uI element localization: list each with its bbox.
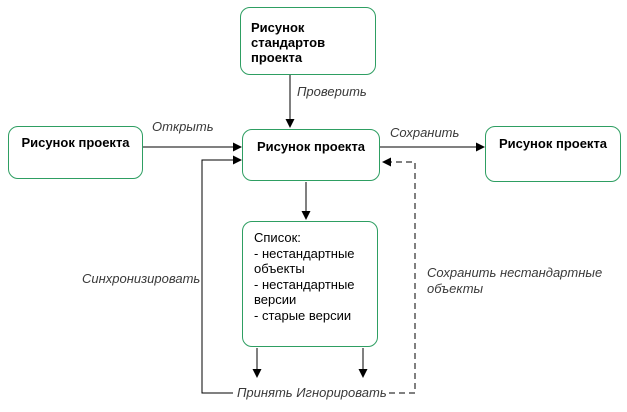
node-text-line: стандартов: [251, 35, 326, 50]
arrow-save: [380, 143, 485, 152]
arrow-sync-loop: [202, 156, 242, 394]
edge-label-line: объекты: [427, 281, 484, 296]
node-text-line: - нестандартные: [254, 245, 355, 261]
arrow-open: [143, 143, 242, 152]
node-text-line: Рисунок проекта: [498, 136, 608, 151]
arrow-to-list: [302, 182, 311, 220]
node-project-drawing-working: [242, 129, 380, 181]
node-text-line: - старые версии: [254, 307, 352, 323]
node-text-line: - нестандартные: [254, 276, 355, 292]
node-project-standards-drawing: [240, 7, 376, 75]
edge-label-save: Сохранить: [390, 125, 460, 140]
arrow-ignore: [359, 348, 368, 378]
edge-label-check: Проверить: [297, 84, 367, 99]
edge-label-accept-ignore: Принять Игнорировать: [237, 385, 387, 400]
node-text-line: Рисунок проекта: [21, 135, 130, 150]
node-text-line: версии: [254, 292, 297, 307]
node-text-line: Рисунок проекта: [256, 139, 366, 154]
arrow-save-nonstandard-loop: [382, 158, 415, 394]
edge-label-synchronize: Синхронизировать: [82, 271, 201, 286]
node-project-drawing-source: [8, 126, 143, 179]
node-text-line: Рисунок: [251, 20, 305, 35]
node-nonstandard-list: [242, 221, 378, 347]
node-text-line: Список:: [254, 230, 301, 245]
node-text-line: объекты: [254, 261, 305, 276]
arrow-accept: [253, 348, 262, 378]
edge-label-open: Открыть: [152, 119, 214, 134]
edge-label-save-nonstandard-objects: [427, 265, 602, 297]
node-text-line: проекта: [251, 50, 303, 65]
arrow-check: [286, 75, 295, 128]
edge-label-line: Сохранить нестандартные: [427, 265, 603, 280]
node-project-drawing-saved: [485, 126, 621, 182]
